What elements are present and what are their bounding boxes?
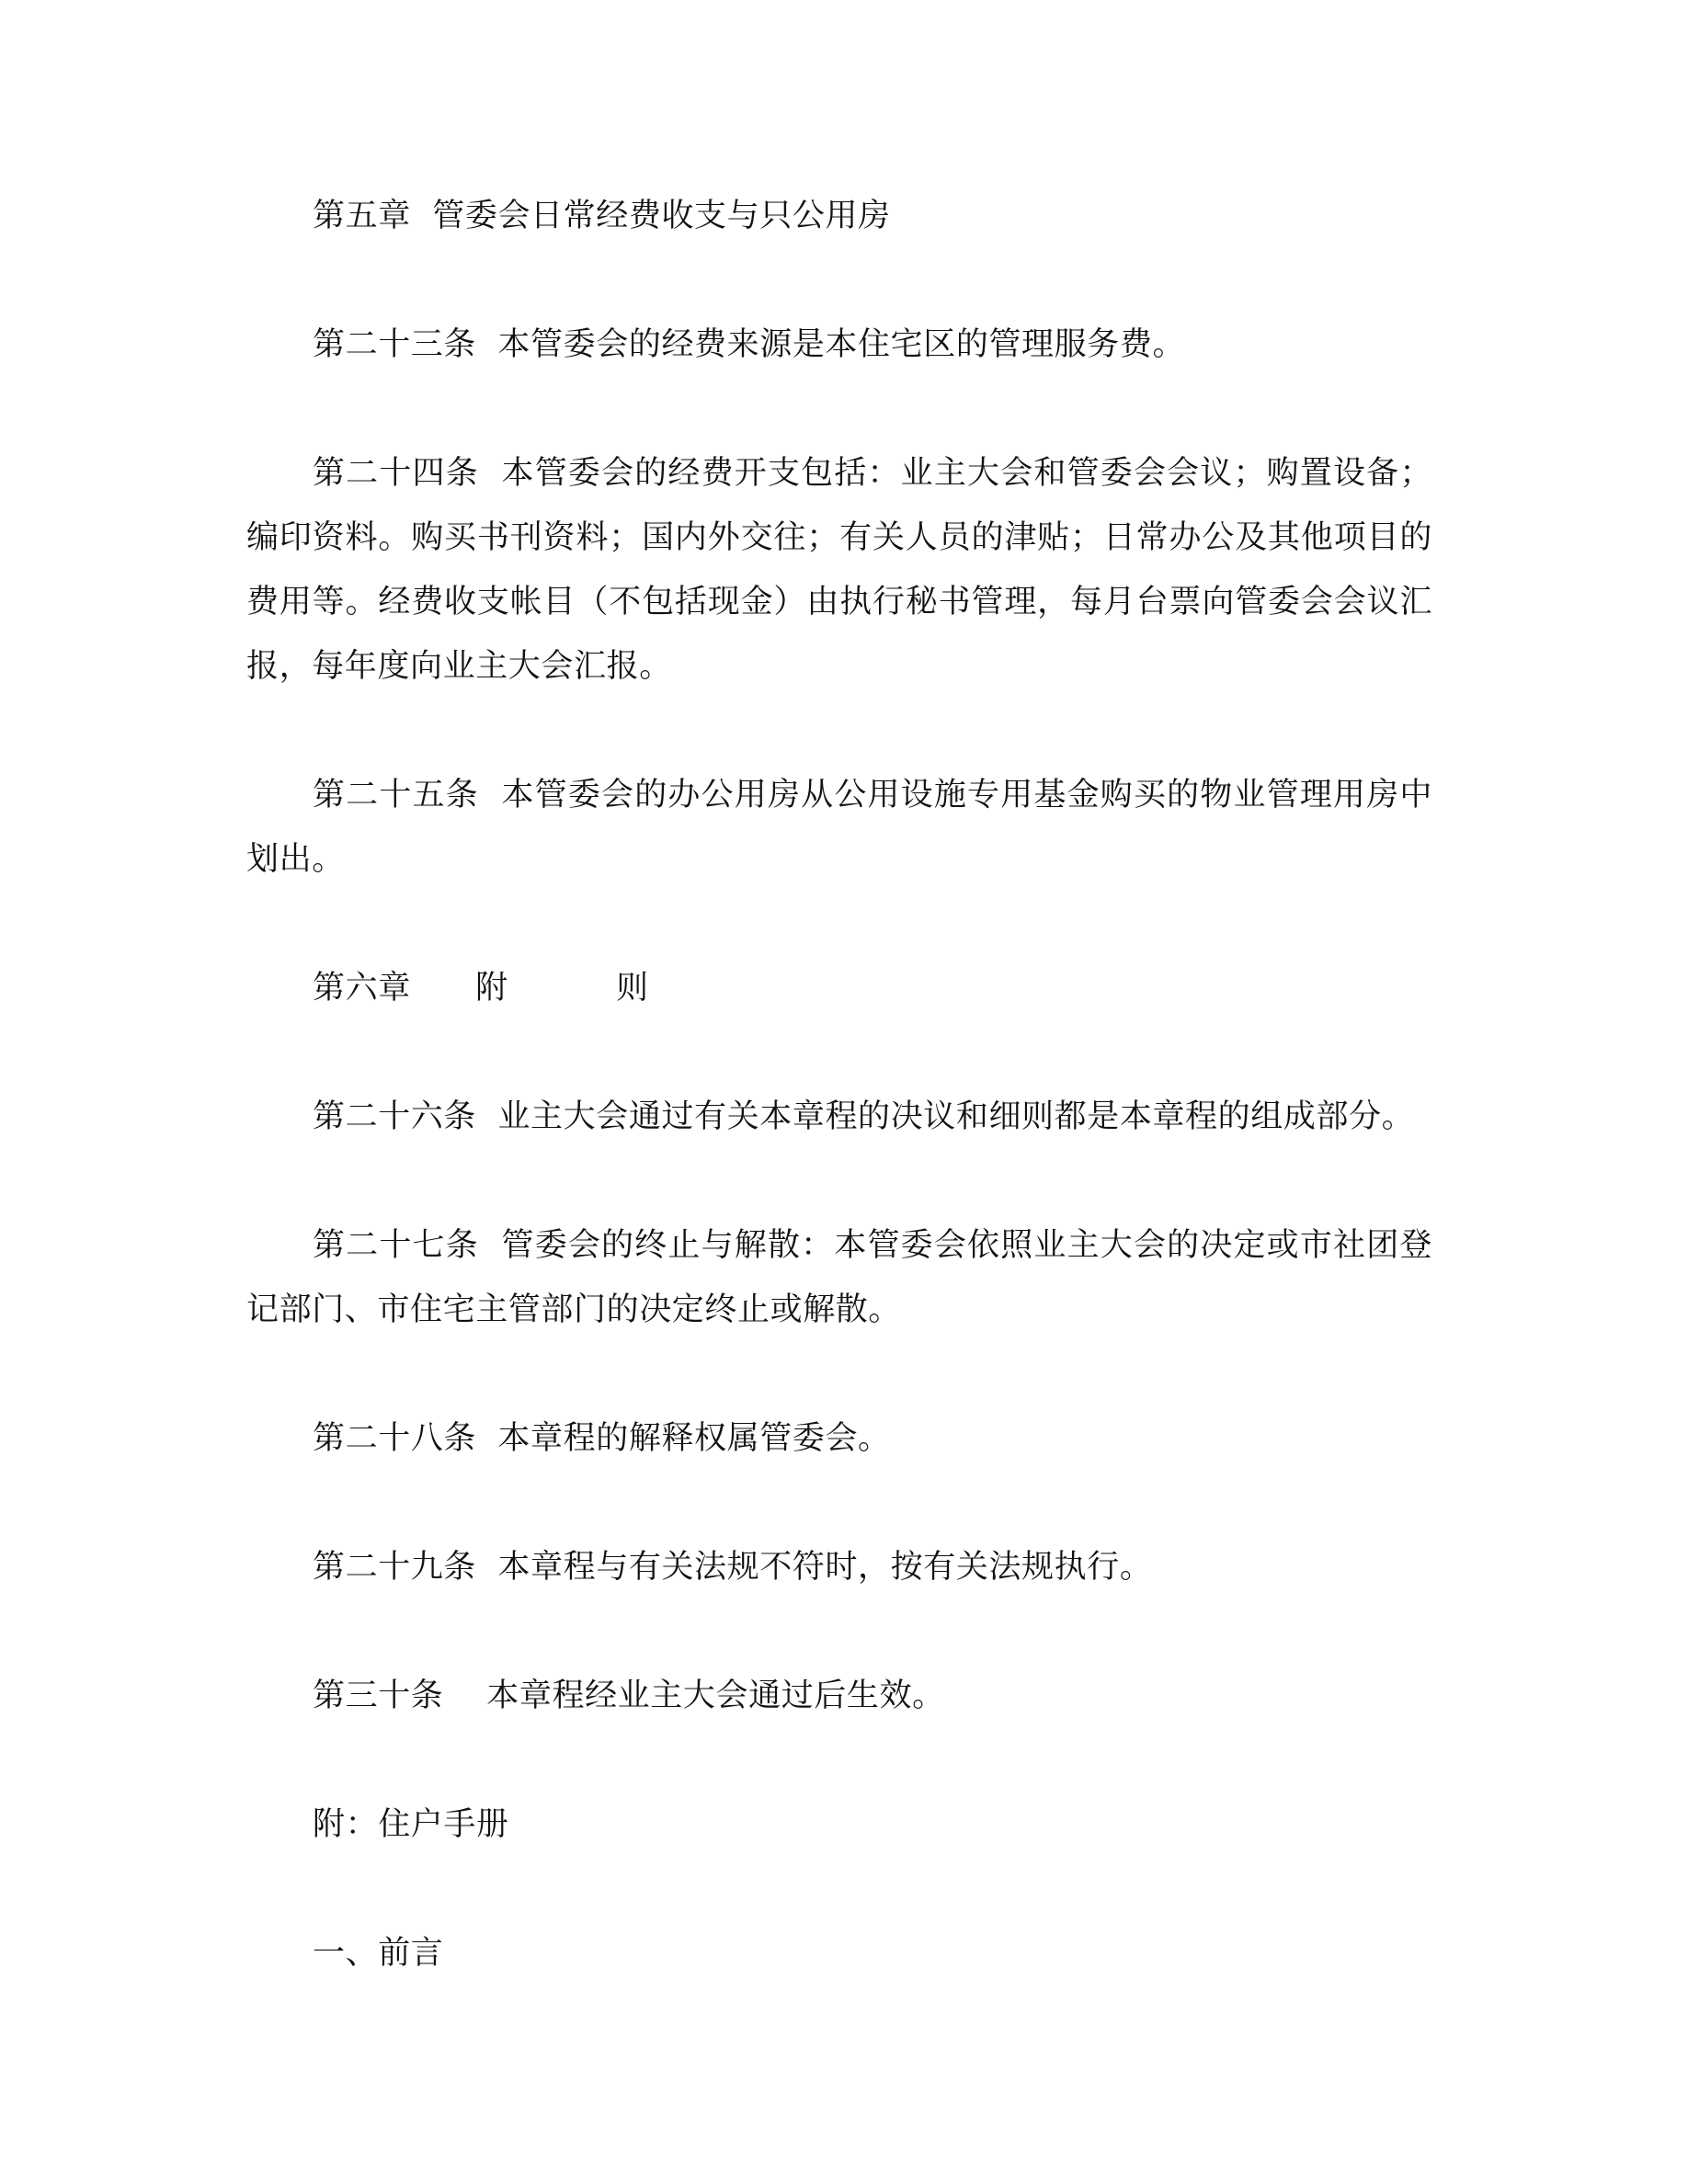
article-29: 第二十九条 本章程与有关法规不符时，按有关法规执行。 — [313, 1549, 1153, 1586]
chapter-6-heading: 第六章 附 则 — [313, 970, 649, 1007]
article-24: 第二十四条 本管委会的经费开支包括：业主大会和管委会会议；购置设备；编印资料。购买书刊资料；国内外交往；有关人员的津贴；日常办公及其他项目的费用等。经费收支帐目（不包括现金）由执行秘书管理，每月台票向管委会会议汇报，每年度向业主大会汇报。 — [246, 455, 1432, 685]
section-1-heading: 一、前言 — [313, 1935, 444, 1972]
article-28: 第二十八条 本章程的解释权属管委会。 — [313, 1420, 891, 1457]
article-23: 第二十三条 本管委会的经费来源是本住宅区的管理服务费。 — [313, 326, 1186, 363]
appendix-heading: 附：住户手册 — [313, 1806, 509, 1843]
article-27: 第二十七条 管委会的终止与解散：本管委会依照业主大会的决定或市社团登记部门、市住宅主管部门的决定终止或解散。 — [246, 1227, 1432, 1328]
article-30: 第三十条 本章程经业主大会通过后生效。 — [313, 1678, 945, 1714]
article-26: 第二十六条 业主大会通过有关本章程的决议和细则都是本章程的组成部分。 — [313, 1098, 1415, 1135]
article-25: 第二十五条 本管委会的办公用房从公用设施专用基金购买的物业管理用房中划出。 — [246, 777, 1432, 878]
chapter-5-heading: 第五章 管委会日常经费收支与只公用房 — [313, 198, 891, 234]
